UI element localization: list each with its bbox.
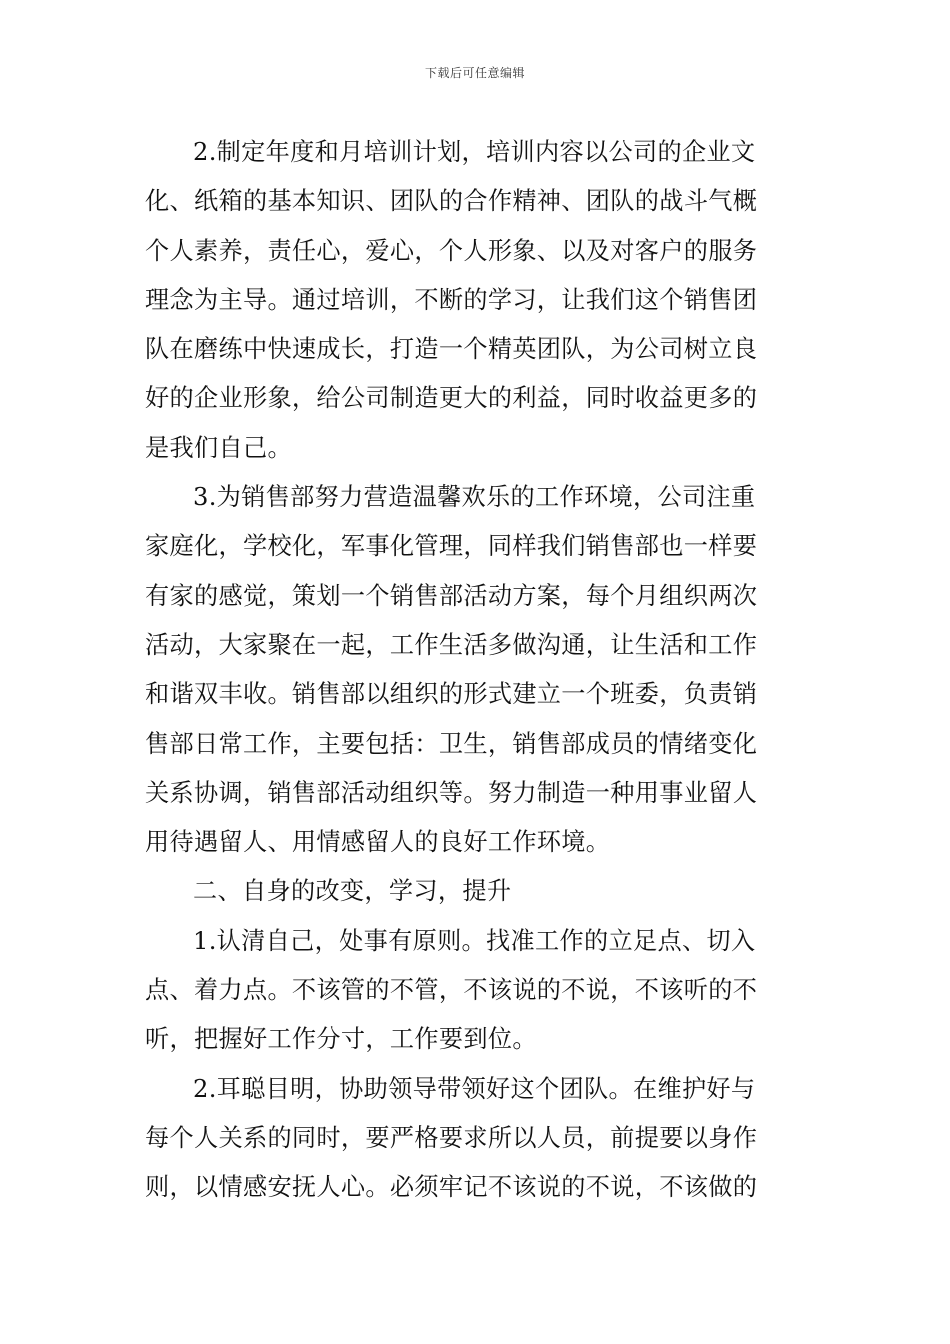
page-header-note: 下载后可任意编辑 — [424, 66, 525, 80]
text-line: 家庭化，学校化，军事化管理，同样我们销售部也一样要 — [145, 532, 758, 561]
text-line: 队在磨练中快速成长，打造一个精英团队，为公司树立良 — [145, 335, 758, 364]
text-line: 每个人关系的同时，要严格要求所以人员，前提要以身作 — [145, 1123, 758, 1152]
document-body — [145, 128, 808, 1213]
section-heading: 二、自身的改变，学习，提升 — [193, 877, 512, 906]
text-line: 售部日常工作，主要包括：卫生，销售部成员的情绪变化 — [145, 729, 758, 758]
text-line: 有家的感觉，策划一个销售部活动方案，每个月组织两次 — [145, 581, 758, 610]
text-line: 关系协调，销售部活动组织等。努力制造一种用事业留人 — [145, 778, 758, 807]
text-line: 听，把握好工作分寸，工作要到位。 — [145, 1025, 537, 1054]
text-line: 和谐双丰收。销售部以组织的形式建立一个班委，负责销 — [145, 680, 758, 709]
text-line: 化、纸箱的基本知识、团队的合作精神、团队的战斗气概 — [145, 187, 758, 216]
text-line: 是我们自己。 — [145, 433, 292, 462]
text-line-paragraph-start: 1.认清自己，处事有原则。找准工作的立足点、切入 — [193, 926, 756, 955]
text-line-paragraph-start: 2.耳聪目明，协助领导带领好这个团队。在维护好与 — [193, 1074, 756, 1103]
text-line: 用待遇留人、用情感留人的良好工作环境。 — [145, 828, 611, 857]
text-line: 点、着力点。不该管的不管，不该说的不说，不该听的不 — [145, 976, 758, 1005]
text-line-paragraph-start: 3.为销售部努力营造温馨欢乐的工作环境，公司注重 — [193, 483, 756, 512]
text-line: 理念为主导。通过培训，不断的学习，让我们这个销售团 — [145, 285, 758, 314]
text-line: 活动，大家聚在一起，工作生活多做沟通，让生活和工作 — [145, 630, 758, 659]
text-line: 个人素养，责任心，爱心，个人形象、以及对客户的服务 — [145, 236, 758, 265]
text-line: 则，以情感安抚人心。必须牢记不该说的不说，不该做的 — [145, 1173, 758, 1202]
text-line: 好的企业形象，给公司制造更大的利益，同时收益更多的 — [145, 384, 758, 413]
text-line-paragraph-start: 2.制定年度和月培训计划，培训内容以公司的企业文 — [193, 138, 756, 166]
